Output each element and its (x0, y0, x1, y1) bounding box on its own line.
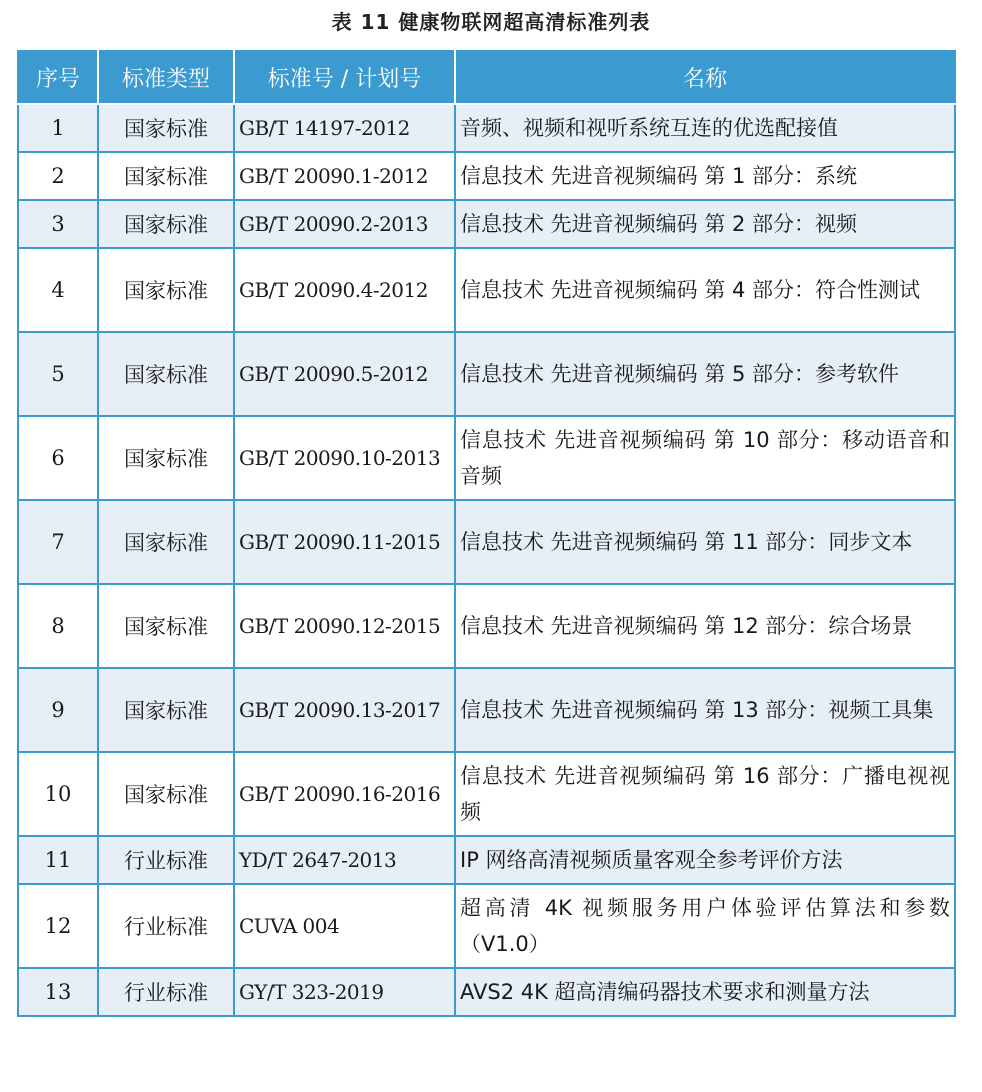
table-row (18, 884, 955, 968)
table-header-row (18, 51, 955, 104)
row-code: GB/T 20090.12-2015 (234, 584, 455, 668)
row-code: GB/T 20090.1-2012 (234, 152, 455, 200)
table-row (18, 332, 955, 416)
header-code: 标准号 / 计划号 (234, 51, 455, 104)
row-index: 1 (18, 104, 98, 152)
header-type: 标准类型 (98, 51, 234, 104)
row-index: 3 (18, 200, 98, 248)
row-index: 2 (18, 152, 98, 200)
row-code: GB/T 20090.5-2012 (234, 332, 455, 416)
row-type: 国家标准 (98, 584, 234, 668)
row-index: 12 (18, 884, 98, 968)
table-row (18, 584, 955, 668)
row-index: 7 (18, 500, 98, 584)
row-type: 国家标准 (98, 500, 234, 584)
row-type: 国家标准 (98, 248, 234, 332)
row-name: 信息技术 先进音视频编码 第 10 部分：移动语音和音频 (455, 416, 955, 500)
header-index: 序号 (18, 51, 98, 104)
table-row (18, 836, 955, 884)
row-name: 信息技术 先进音视频编码 第 5 部分：参考软件 (455, 332, 955, 416)
row-type: 国家标准 (98, 668, 234, 752)
row-type: 国家标准 (98, 752, 234, 836)
table-title: 表 11 健康物联网超高清标准列表 (331, 10, 651, 34)
row-name: 信息技术 先进音视频编码 第 4 部分：符合性测试 (455, 248, 955, 332)
row-index: 13 (18, 968, 98, 1016)
row-name: 信息技术 先进音视频编码 第 13 部分：视频工具集 (455, 668, 955, 752)
row-type: 国家标准 (98, 200, 234, 248)
header-name: 名称 (455, 51, 955, 104)
standards-table (17, 50, 956, 1017)
row-type: 国家标准 (98, 152, 234, 200)
table-row (18, 248, 955, 332)
row-code: GB/T 20090.2-2013 (234, 200, 455, 248)
row-type: 国家标准 (98, 416, 234, 500)
row-name: IP 网络高清视频质量客观全参考评价方法 (455, 836, 955, 884)
row-name: AVS2 4K 超高清编码器技术要求和测量方法 (455, 968, 955, 1016)
row-index: 6 (18, 416, 98, 500)
row-code: GB/T 20090.10-2013 (234, 416, 455, 500)
table-row (18, 152, 955, 200)
row-code: GB/T 20090.13-2017 (234, 668, 455, 752)
table-row (18, 668, 955, 752)
row-name: 信息技术 先进音视频编码 第 16 部分：广播电视视频 (455, 752, 955, 836)
row-type: 国家标准 (98, 332, 234, 416)
table-row (18, 200, 955, 248)
row-code: CUVA 004 (234, 884, 455, 968)
table-row (18, 104, 955, 152)
row-code: GY/T 323-2019 (234, 968, 455, 1016)
row-name: 信息技术 先进音视频编码 第 2 部分：视频 (455, 200, 955, 248)
table-row (18, 752, 955, 836)
row-index: 5 (18, 332, 98, 416)
row-name: 信息技术 先进音视频编码 第 1 部分：系统 (455, 152, 955, 200)
row-type: 国家标准 (98, 104, 234, 152)
row-code: GB/T 20090.11-2015 (234, 500, 455, 584)
row-code: GB/T 20090.16-2016 (234, 752, 455, 836)
row-name: 音频、视频和视听系统互连的优选配接值 (455, 104, 955, 152)
row-index: 11 (18, 836, 98, 884)
row-name: 信息技术 先进音视频编码 第 11 部分：同步文本 (455, 500, 955, 584)
row-code: YD/T 2647-2013 (234, 836, 455, 884)
row-code: GB/T 14197-2012 (234, 104, 455, 152)
row-name: 信息技术 先进音视频编码 第 12 部分：综合场景 (455, 584, 955, 668)
row-name: 超高清 4K 视频服务用户体验评估算法和参数（V1.0） (455, 884, 955, 968)
row-index: 10 (18, 752, 98, 836)
row-type: 行业标准 (98, 884, 234, 968)
row-code: GB/T 20090.4-2012 (234, 248, 455, 332)
table-row (18, 968, 955, 1016)
row-type: 行业标准 (98, 968, 234, 1016)
row-index: 9 (18, 668, 98, 752)
row-index: 8 (18, 584, 98, 668)
table-row (18, 500, 955, 584)
row-type: 行业标准 (98, 836, 234, 884)
row-index: 4 (18, 248, 98, 332)
table-row (18, 416, 955, 500)
